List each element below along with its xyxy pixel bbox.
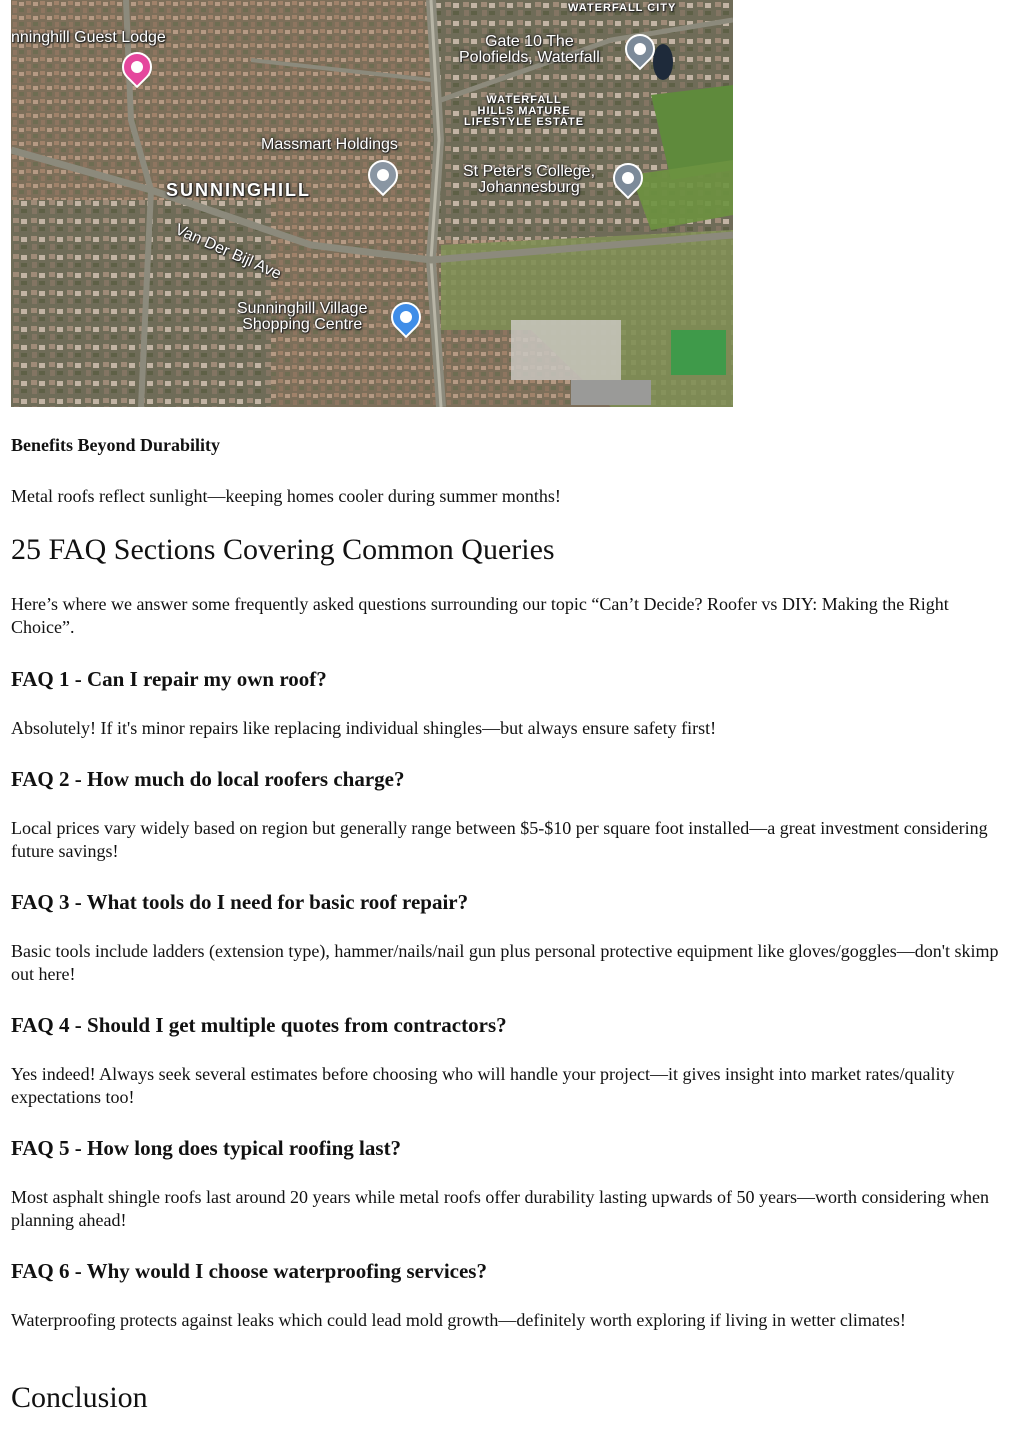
- map-label-waterfall-city: WATERFALL CITY: [568, 2, 677, 14]
- map-label-massmart: Massmart Holdings: [261, 136, 398, 153]
- faq-intro: Here’s where we answer some frequently asked questions surrounding our topic “Can’t Decide? Roofer vs DIY: Making the Right Choice”.: [11, 594, 949, 637]
- faq-2-answer: Local prices vary widely based on region but generally range between $5-$10 per square foot installed—a great investment considering future savings!: [11, 818, 988, 861]
- map-label-guest-lodge: nninghill Guest Lodge: [11, 29, 166, 46]
- faq-1-question: FAQ 1 - Can I repair my own roof?: [11, 667, 327, 691]
- map-label-village-centre: Sunninghill Village Shopping Centre: [237, 300, 368, 334]
- faq-3-answer: Basic tools include ladders (extension type), hammer/nails/nail gun plus personal protective equipment like gloves/goggles—don't skimp out here!: [11, 941, 999, 984]
- faq-section-heading: 25 FAQ Sections Covering Common Queries: [11, 533, 555, 566]
- satellite-map-image: [11, 0, 733, 407]
- conclusion-heading: Conclusion: [11, 1381, 148, 1414]
- faq-5-question: FAQ 5 - How long does typical roofing last?: [11, 1136, 402, 1160]
- benefits-text: Metal roofs reflect sunlight—keeping homes cooler during summer months!: [11, 486, 561, 506]
- faq-3-question: FAQ 3 - What tools do I need for basic roof repair?: [11, 890, 469, 914]
- map-label-gate-10: Gate 10 The Polofields, Waterfall: [459, 33, 600, 67]
- map-label-waterfall-hills: WATERFALL HILLS MATURE LIFESTYLE ESTATE: [464, 94, 585, 129]
- benefits-heading: Benefits Beyond Durability: [11, 435, 221, 455]
- map-label-van-der-bijl-ave: Van Der Bijl Ave: [172, 221, 284, 284]
- map-label-sunninghill: SUNNINGHILL: [166, 180, 311, 200]
- faq-4-question: FAQ 4 - Should I get multiple quotes from contractors?: [11, 1013, 507, 1037]
- faq-6-answer: Waterproofing protects against leaks which could lead mold growth—definitely worth exploring if living in wetter climates!: [11, 1310, 906, 1330]
- faq-4-answer: Yes indeed! Always seek several estimates before choosing who will handle your project—it gives insight into market rates/quality expectations too!: [11, 1064, 955, 1107]
- faq-6-question: FAQ 6 - Why would I choose waterproofing services?: [11, 1259, 487, 1283]
- faq-5-answer: Most asphalt shingle roofs last around 20 years while metal roofs offer durability lasting upwards of 50 years—worth considering when planning ahead!: [11, 1187, 989, 1230]
- map-terrain: [11, 0, 733, 407]
- faq-2-question: FAQ 2 - How much do local roofers charge?: [11, 767, 405, 791]
- faq-1-answer: Absolutely! If it's minor repairs like replacing individual shingles—but always ensure safety first!: [11, 718, 717, 738]
- map-label-st-peters: St Peter's College, Johannesburg: [463, 163, 596, 197]
